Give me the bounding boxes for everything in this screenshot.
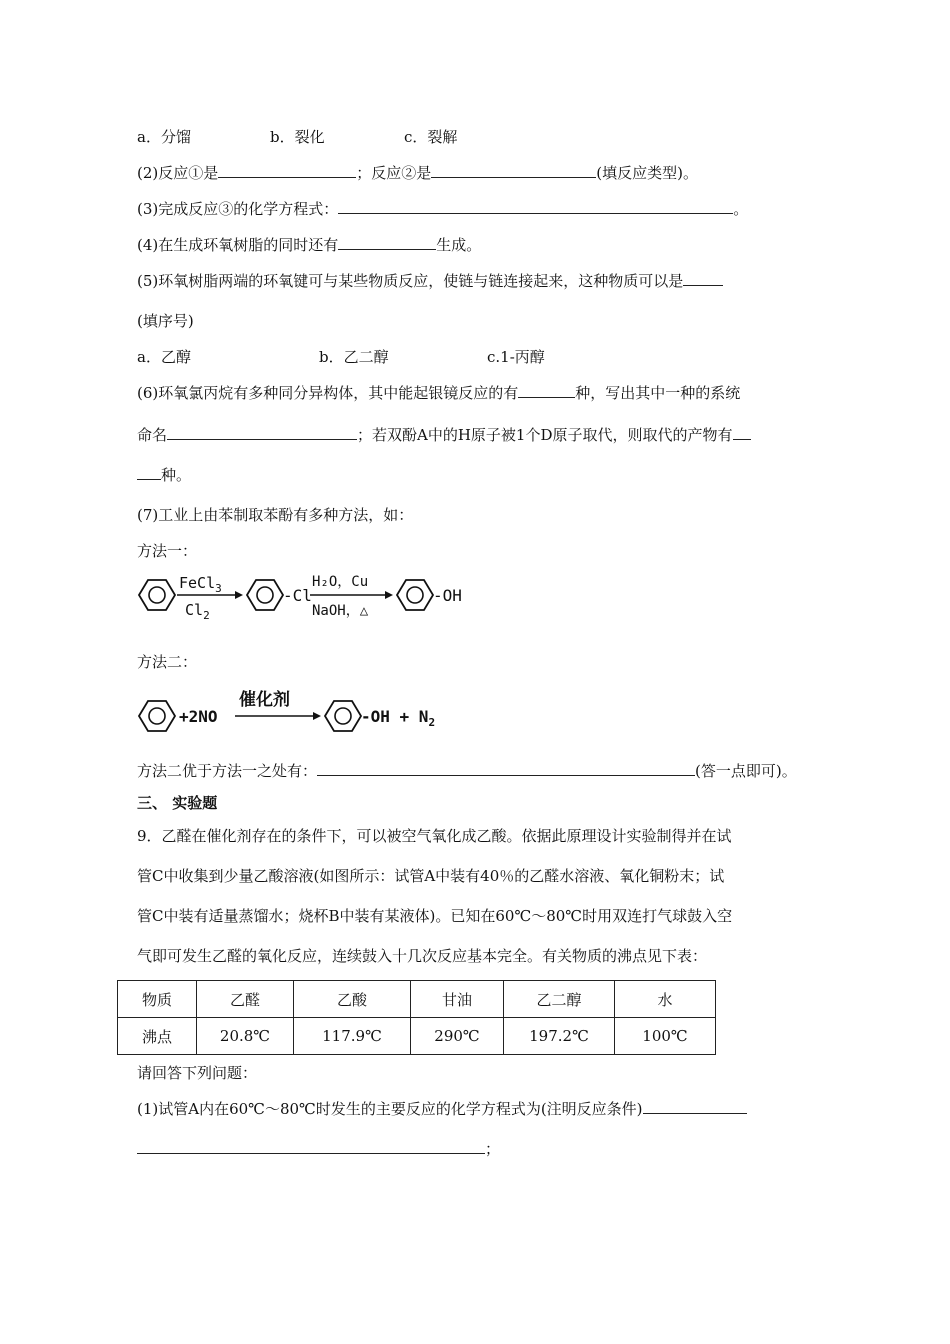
option-b: b．裂化 [270, 128, 325, 146]
answer-blank[interactable] [683, 271, 723, 286]
answer-blank[interactable] [518, 383, 575, 398]
question-6 [137, 383, 740, 403]
question-6-line-3 [137, 465, 191, 485]
q5-text-pre: (5)环氧树脂两端的环氧键可与某些物质反应，使链与链连接起来，这种物质可以是 [137, 272, 684, 290]
catalyst-label: 催化剂 [239, 690, 290, 710]
q9-line-3: 管C中装有适量蒸馏水；烧杯B中装有某液体)。已知在60℃～80℃时用双连打气球鼓入空 [137, 907, 733, 925]
table-cell: 100℃ [615, 1018, 716, 1055]
q9-line-1: 9．乙醛在催化剂存在的条件下，可以被空气氧化成乙酸。依据此原理设计实验制得并在试 [137, 827, 732, 845]
question-6-line-2 [137, 425, 751, 445]
table-cell: 乙二醇 [504, 981, 615, 1018]
table-cell: 197.2℃ [504, 1018, 615, 1055]
q3-text-pre: (3)完成反应③的化学方程式： [137, 200, 339, 218]
option-a: a．乙醇 [137, 348, 191, 366]
option-c: c.1-丙醇 [487, 348, 545, 366]
reagent-cl2: $Cl_2$ [185, 601, 210, 622]
benzene-ring-icon [247, 580, 283, 610]
answer-blank[interactable] [431, 163, 596, 178]
table-row [118, 981, 716, 1018]
answer-blank[interactable] [137, 465, 161, 480]
table-row [118, 1018, 716, 1055]
adv-text-pre: 方法二优于方法一之处有： [137, 762, 318, 780]
q2-text-pre: (2)反应①是 [137, 164, 219, 182]
method-1-label: 方法一： [137, 542, 198, 560]
benzene-ring-icon [139, 701, 175, 731]
q9-line-4: 气即可发生乙醛的氧化反应，连续鼓入十几次反应基本完全。有关物质的沸点见下表： [137, 947, 708, 965]
answer-blank[interactable] [137, 1139, 485, 1154]
question-9-1 [137, 1099, 747, 1119]
question-7: (7)工业上由苯制取苯酚有多种方法，如： [137, 506, 414, 524]
reagent-fecl3: FeCl$_3$ [179, 574, 222, 595]
q6-text-l3post: 种。 [161, 466, 192, 484]
q4-text-pre: (4)在生成环氧树脂的同时还有 [137, 236, 339, 254]
option-a: a．分馏 [137, 128, 191, 146]
table-cell: 物质 [118, 981, 197, 1018]
benzene-ring-icon [139, 580, 175, 610]
table-cell: 甘油 [411, 981, 504, 1018]
options-row-2 [137, 347, 545, 367]
q9-1-text-end: ； [485, 1140, 501, 1158]
q6-text-pre: (6)环氧氯丙烷有多种同分异构体，其中能起银镜反应的有 [137, 384, 519, 402]
chloro-group: -Cl [283, 586, 312, 605]
adv-text-post: (答一点即可)。 [695, 762, 797, 780]
q4-text-post: 生成。 [436, 236, 482, 254]
advantage-question [137, 761, 797, 781]
question-4 [137, 235, 481, 255]
answer-blank[interactable] [317, 761, 695, 776]
q6-text-post: 种，写出其中一种的系统 [575, 384, 741, 402]
q6-text-l2pre: 命名 [137, 426, 168, 444]
hydroxyl-group: -OH [433, 586, 462, 605]
table-cell: 乙酸 [294, 981, 411, 1018]
question-3 [137, 199, 748, 219]
question-5-cont: (填序号) [137, 312, 194, 330]
q3-text-post: 。 [733, 200, 749, 218]
table-cell: 117.9℃ [294, 1018, 411, 1055]
q2-text-mid: ；反应②是 [356, 164, 432, 182]
q2-text-post: (填反应类型)。 [596, 164, 698, 182]
ask-prompt: 请回答下列问题： [137, 1064, 258, 1082]
reaction-scheme-2 [135, 683, 455, 741]
table-cell: 水 [615, 981, 716, 1018]
question-5 [137, 271, 723, 291]
reaction-scheme-1 [135, 565, 480, 627]
boiling-point-table [117, 980, 716, 1055]
table-cell: 乙醛 [197, 981, 294, 1018]
q9-line-2: 管C中收集到少量乙酸溶液(如图所示：试管A中装有40％的乙醛水溶液、氧化铜粉末；试 [137, 867, 725, 885]
reagent-naoh: NaOH，△ [312, 603, 369, 619]
question-9-1-cont [137, 1139, 500, 1159]
reagent-h2o-cu: H₂O，Cu [312, 574, 369, 590]
q6-text-l2mid: ；若双酚A中的H原子被1个D原子取代，则取代的产物有 [357, 426, 733, 444]
q9-1-text-pre: (1)试管A内在60℃～80℃时发生的主要反应的化学方程式为(注明反应条件) [137, 1100, 643, 1118]
answer-blank[interactable] [167, 425, 357, 440]
table-cell: 290℃ [411, 1018, 504, 1055]
benzene-ring-icon [325, 701, 361, 731]
table-cell: 20.8℃ [197, 1018, 294, 1055]
benzene-ring-icon [397, 580, 433, 610]
answer-blank[interactable] [643, 1099, 747, 1114]
reagent-no: +2NO [179, 707, 218, 726]
table-cell: 沸点 [118, 1018, 197, 1055]
question-2 [137, 163, 698, 183]
options-row-1 [137, 127, 457, 147]
option-b: b．乙二醇 [319, 348, 389, 366]
section-heading: 三、 实验题 [137, 794, 218, 812]
option-c: c．裂解 [404, 128, 458, 146]
answer-blank[interactable] [218, 163, 356, 178]
answer-blank[interactable] [338, 199, 733, 214]
answer-blank[interactable] [733, 425, 751, 440]
product-text: $-OH + N_2$ [361, 707, 436, 729]
method-2-label: 方法二： [137, 653, 198, 671]
answer-blank[interactable] [338, 235, 436, 250]
